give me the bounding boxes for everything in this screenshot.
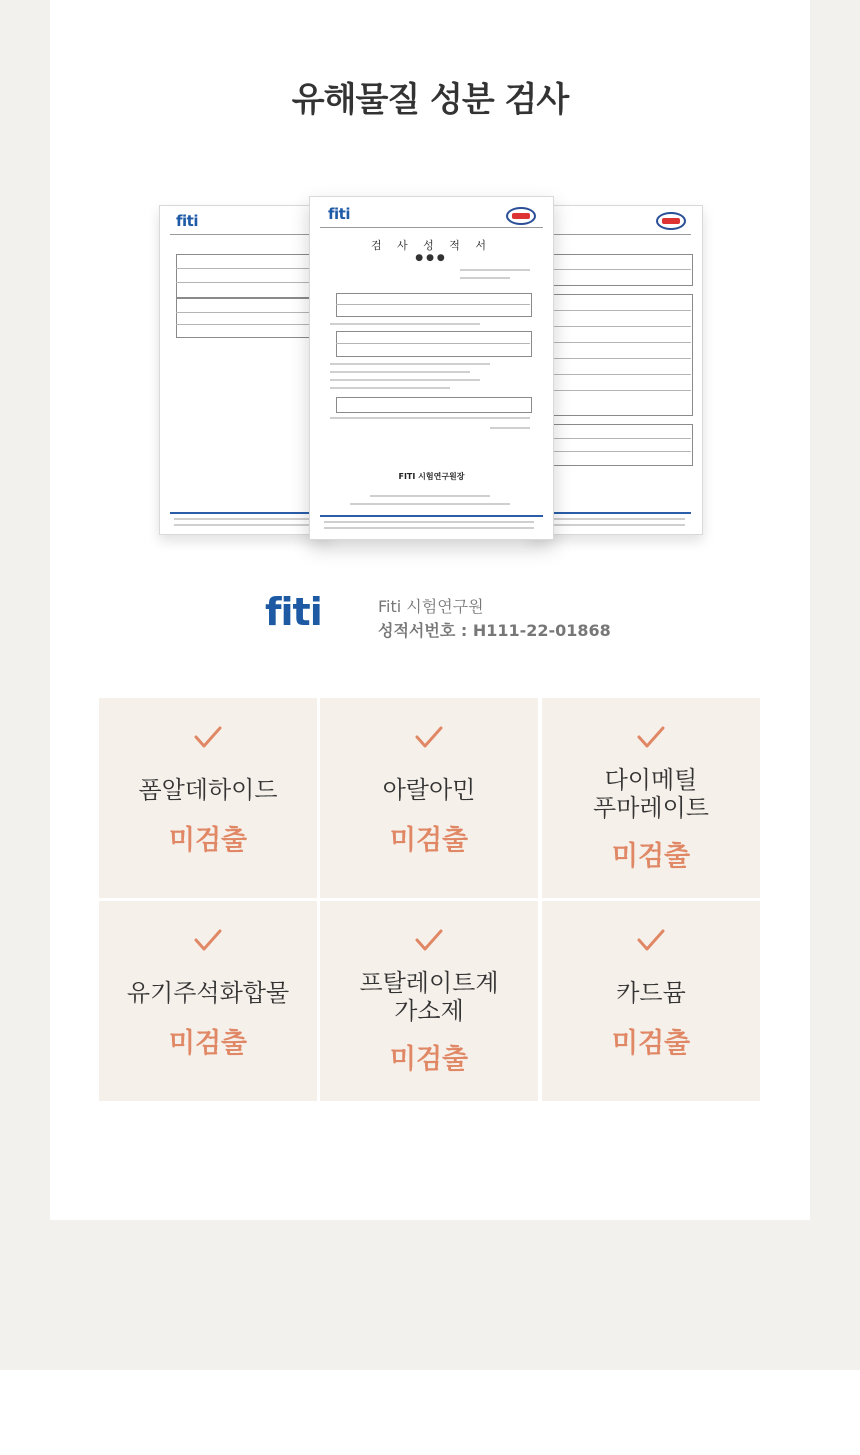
certificate-center [309, 196, 554, 540]
substance-name: 프탈레이트계 가소제 [359, 969, 499, 1025]
check-icon [414, 724, 444, 750]
fiti-mini-logo: fiti [328, 205, 350, 223]
fiti-logo [265, 590, 363, 636]
result-cell [542, 698, 760, 898]
check-icon [636, 927, 666, 953]
result-cell [99, 698, 317, 898]
kolas-mark-icon [506, 207, 536, 225]
institute-name: Fiti 시험연구원 [378, 597, 484, 616]
fiti-mini-logo: fiti [176, 212, 198, 230]
result-cell [320, 901, 538, 1101]
detection-status: 미검출 [389, 825, 469, 856]
result-cell [320, 698, 538, 898]
table-block [176, 254, 331, 298]
heading-dots: ●●● [415, 253, 448, 263]
table-block [336, 331, 532, 357]
page-title: 유해물질 성분 검사 [291, 80, 569, 120]
certificate-signature: FITI 시험연구원장 [398, 472, 465, 481]
report-number: 성적서번호 : H111-22-01868 [378, 621, 611, 640]
table-block [336, 293, 532, 317]
detection-status: 미검출 [168, 1028, 248, 1059]
result-cell [542, 901, 760, 1101]
table-block [531, 254, 693, 286]
result-cell [99, 901, 317, 1101]
detection-status: 미검출 [389, 1044, 469, 1075]
detection-status: 미검출 [611, 841, 691, 872]
kolas-mark-icon [656, 212, 686, 230]
detection-status: 미검출 [168, 825, 248, 856]
substance-name: 폼알데하이드 [138, 776, 278, 804]
substance-name: 유기주석화합물 [126, 979, 290, 1007]
check-icon [414, 927, 444, 953]
check-icon [193, 724, 223, 750]
certificate-left [159, 205, 331, 535]
detection-status: 미검출 [611, 1028, 691, 1059]
certificate-heading: 검 사 성 적 서 [370, 239, 493, 252]
certificate-right [530, 205, 703, 535]
substance-name: 다이메틸 푸마레이트 [593, 766, 709, 822]
table-block [336, 397, 532, 413]
table-block [531, 424, 693, 466]
check-icon [636, 724, 666, 750]
table-block [176, 298, 331, 338]
substance-name: 아랄아민 [382, 776, 476, 804]
check-icon [193, 927, 223, 953]
table-block [531, 294, 693, 416]
fiti-logo-text: fiti [265, 590, 322, 634]
substance-name: 카드뮴 [616, 979, 686, 1007]
